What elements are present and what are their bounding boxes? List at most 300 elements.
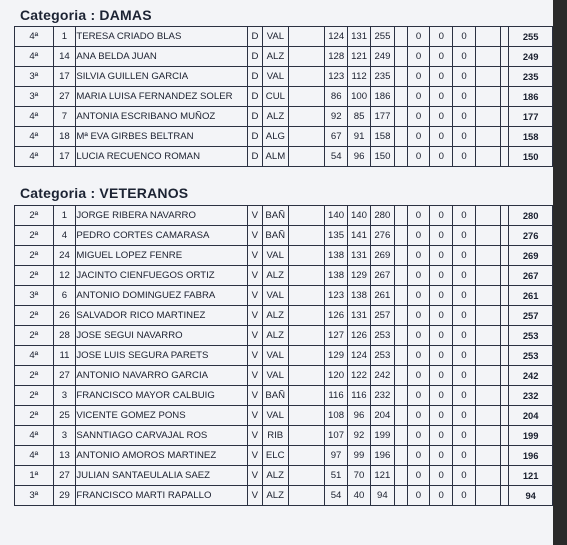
cell-z2: 0	[430, 286, 453, 306]
cell-s2: 99	[348, 446, 371, 466]
spacer-cell	[475, 206, 501, 226]
cell-club: ALM	[262, 147, 288, 167]
cell-pos: 2ª	[15, 226, 54, 246]
spacer-cell	[475, 107, 501, 127]
cell-total: 255	[509, 27, 553, 47]
cell-total: 276	[509, 226, 553, 246]
cell-total: 269	[509, 246, 553, 266]
cell-s1: 51	[325, 466, 348, 486]
cell-club: VAL	[262, 246, 288, 266]
cell-total: 261	[509, 286, 553, 306]
cell-z3: 0	[453, 426, 476, 446]
cell-z3: 0	[453, 286, 476, 306]
cell-sub: 253	[370, 346, 394, 366]
cell-s1: 120	[325, 366, 348, 386]
spacer-cell	[394, 107, 407, 127]
spacer-cell	[501, 306, 509, 326]
spacer-cell	[288, 486, 324, 506]
spacer-cell	[501, 47, 509, 67]
table-row	[15, 107, 553, 127]
cell-num: 1	[53, 206, 76, 226]
cell-z1: 0	[407, 406, 430, 426]
cell-num: 24	[53, 246, 76, 266]
cell-s1: 107	[325, 426, 348, 446]
table-row	[15, 426, 553, 446]
cell-z1: 0	[407, 426, 430, 446]
table-row	[15, 67, 553, 87]
cell-total: 242	[509, 366, 553, 386]
cell-s1: 128	[325, 47, 348, 67]
cell-z2: 0	[430, 127, 453, 147]
cell-z3: 0	[453, 386, 476, 406]
cell-total: 121	[509, 466, 553, 486]
table-row	[15, 466, 553, 486]
cell-s2: 131	[348, 306, 371, 326]
cell-num: 11	[53, 346, 76, 366]
table-row	[15, 486, 553, 506]
cell-s2: 116	[348, 386, 371, 406]
cell-sub: 261	[370, 286, 394, 306]
cell-s2: 40	[348, 486, 371, 506]
table-row	[15, 246, 553, 266]
cell-total: 235	[509, 67, 553, 87]
cell-z1: 0	[407, 386, 430, 406]
cell-z3: 0	[453, 486, 476, 506]
cell-s1: 116	[325, 386, 348, 406]
spacer-cell	[288, 426, 324, 446]
cell-z3: 0	[453, 206, 476, 226]
cell-num: 1	[53, 27, 76, 47]
cell-name: JORGE RIBERA NAVARRO	[76, 206, 248, 226]
cell-z1: 0	[407, 446, 430, 466]
cell-sex: D	[248, 47, 263, 67]
cell-z2: 0	[430, 386, 453, 406]
cell-club: ELC	[262, 446, 288, 466]
cell-z2: 0	[430, 366, 453, 386]
cell-club: BAÑ	[262, 386, 288, 406]
cell-s2: 91	[348, 127, 371, 147]
page-edge	[553, 0, 567, 545]
cell-club: VAL	[262, 406, 288, 426]
cell-z1: 0	[407, 226, 430, 246]
cell-num: 27	[53, 87, 76, 107]
spacer-cell	[394, 87, 407, 107]
cell-s2: 96	[348, 147, 371, 167]
spacer-cell	[475, 326, 501, 346]
cell-num: 6	[53, 286, 76, 306]
cell-z2: 0	[430, 486, 453, 506]
cell-sex: D	[248, 27, 263, 47]
cell-total: 94	[509, 486, 553, 506]
spacer-cell	[288, 306, 324, 326]
cell-num: 12	[53, 266, 76, 286]
spacer-cell	[394, 366, 407, 386]
cell-s1: 123	[325, 286, 348, 306]
spacer-cell	[501, 246, 509, 266]
cell-sub: 158	[371, 127, 395, 147]
cell-s2: 140	[348, 206, 371, 226]
cell-s1: 108	[325, 406, 348, 426]
cell-name: MARIA LUISA FERNANDEZ SOLER	[76, 87, 248, 107]
cell-s1: 126	[325, 306, 348, 326]
cell-name: LUCIA RECUENCO ROMAN	[76, 147, 248, 167]
cell-sub: 204	[370, 406, 394, 426]
cell-club: VAL	[262, 67, 288, 87]
cell-sex: D	[248, 127, 263, 147]
cell-s1: 67	[325, 127, 348, 147]
cell-name: JACINTO CIENFUEGOS ORTIZ	[76, 266, 248, 286]
spacer-cell	[501, 326, 509, 346]
cell-pos: 2ª	[15, 326, 54, 346]
cell-s1: 124	[325, 27, 348, 47]
cell-z1: 0	[407, 326, 430, 346]
cell-z2: 0	[430, 107, 453, 127]
cell-sub: 249	[371, 47, 395, 67]
cell-pos: 4ª	[15, 147, 54, 167]
spacer-cell	[501, 87, 509, 107]
spacer-cell	[501, 67, 509, 87]
cell-z2: 0	[430, 87, 453, 107]
cell-total: 249	[509, 47, 553, 67]
cell-z2: 0	[430, 226, 453, 246]
cell-pos: 4ª	[15, 446, 54, 466]
cell-s1: 127	[325, 326, 348, 346]
spacer-cell	[475, 426, 501, 446]
spacer-cell	[475, 47, 501, 67]
cell-s1: 140	[325, 206, 348, 226]
spacer-cell	[475, 366, 501, 386]
cell-z2: 0	[430, 426, 453, 446]
spacer-cell	[288, 286, 324, 306]
spacer-cell	[288, 226, 324, 246]
spacer-cell	[394, 386, 407, 406]
cell-sex: V	[247, 386, 262, 406]
cell-s2: 70	[348, 466, 371, 486]
cell-sub: 121	[370, 466, 394, 486]
cell-s2: 100	[348, 87, 371, 107]
spacer-cell	[501, 386, 509, 406]
spacer-cell	[475, 406, 501, 426]
cell-s1: 123	[325, 67, 348, 87]
cell-sex: V	[247, 226, 262, 246]
spacer-cell	[501, 226, 509, 246]
spacer-cell	[288, 246, 324, 266]
cell-total: 280	[509, 206, 553, 226]
spacer-cell	[288, 47, 324, 67]
cell-num: 4	[53, 226, 76, 246]
cell-total: 186	[509, 87, 553, 107]
spacer-cell	[288, 147, 324, 167]
cell-sub: 242	[370, 366, 394, 386]
cell-z2: 0	[430, 326, 453, 346]
cell-z3: 0	[453, 366, 476, 386]
cell-club: BAÑ	[262, 206, 288, 226]
cell-sub: 267	[370, 266, 394, 286]
cell-sex: V	[247, 266, 262, 286]
cell-sub: 253	[370, 326, 394, 346]
cell-sub: 235	[371, 67, 395, 87]
cell-z3: 0	[453, 246, 476, 266]
cell-num: 13	[53, 446, 76, 466]
cell-s1: 138	[325, 266, 348, 286]
cell-club: ALZ	[262, 47, 288, 67]
cell-name: FRANCISCO MARTI RAPALLO	[76, 486, 248, 506]
cell-s2: 121	[348, 47, 371, 67]
spacer-cell	[475, 486, 501, 506]
cell-pos: 4ª	[15, 127, 54, 147]
cell-pos: 4ª	[15, 426, 54, 446]
cell-num: 17	[53, 67, 76, 87]
spacer-cell	[288, 107, 324, 127]
table-row	[15, 446, 553, 466]
table-row	[15, 87, 553, 107]
cell-z1: 0	[407, 27, 430, 47]
cell-pos: 4ª	[15, 346, 54, 366]
table-row	[15, 286, 553, 306]
cell-z2: 0	[430, 206, 453, 226]
spacer-cell	[501, 266, 509, 286]
cell-total: 253	[509, 326, 553, 346]
cell-s1: 97	[325, 446, 348, 466]
spacer-cell	[288, 366, 324, 386]
cell-name: SANNTIAGO CARVAJAL ROS	[76, 426, 248, 446]
cell-sex: V	[247, 346, 262, 366]
cell-s1: 135	[325, 226, 348, 246]
cell-z2: 0	[430, 67, 453, 87]
cell-z3: 0	[453, 87, 476, 107]
table-row	[15, 326, 553, 346]
cell-s2: 131	[348, 27, 371, 47]
cell-z1: 0	[407, 87, 430, 107]
cell-club: BAÑ	[262, 226, 288, 246]
cell-club: VAL	[262, 346, 288, 366]
cell-name: ANTONIO AMOROS MARTINEZ	[76, 446, 248, 466]
cell-z3: 0	[453, 47, 476, 67]
cell-sex: V	[247, 466, 262, 486]
cell-z3: 0	[453, 27, 476, 47]
table-row	[15, 366, 553, 386]
spacer-cell	[394, 206, 407, 226]
cell-num: 14	[53, 47, 76, 67]
spacer-cell	[394, 246, 407, 266]
cell-num: 28	[53, 326, 76, 346]
cell-total: 257	[509, 306, 553, 326]
cell-s2: 96	[348, 406, 371, 426]
cell-num: 18	[53, 127, 76, 147]
cell-pos: 4ª	[15, 107, 54, 127]
table-row	[15, 386, 553, 406]
cell-num: 7	[53, 107, 76, 127]
cell-pos: 2ª	[15, 386, 54, 406]
cell-sub: 177	[371, 107, 395, 127]
cell-s1: 54	[325, 486, 348, 506]
cell-pos: 2ª	[15, 246, 54, 266]
cell-sub: 196	[370, 446, 394, 466]
cell-s2: 124	[348, 346, 371, 366]
cell-sub: 199	[370, 426, 394, 446]
cell-sex: V	[247, 206, 262, 226]
cell-z1: 0	[407, 127, 430, 147]
cell-pos: 4ª	[15, 47, 54, 67]
cell-s2: 92	[348, 426, 371, 446]
cell-s2: 126	[348, 326, 371, 346]
cell-z1: 0	[407, 147, 430, 167]
cell-z1: 0	[407, 286, 430, 306]
cell-total: 196	[509, 446, 553, 466]
cell-sex: V	[247, 366, 262, 386]
spacer-cell	[288, 27, 324, 47]
cell-num: 27	[53, 366, 76, 386]
cell-sub: 186	[371, 87, 395, 107]
spacer-cell	[288, 266, 324, 286]
cell-pos: 2ª	[15, 406, 54, 426]
cell-z1: 0	[407, 206, 430, 226]
cell-club: VAL	[262, 366, 288, 386]
cell-z3: 0	[453, 406, 476, 426]
spacer-cell	[475, 87, 501, 107]
cell-total: 177	[509, 107, 553, 127]
cell-s1: 86	[325, 87, 348, 107]
cell-num: 17	[53, 147, 76, 167]
spacer-cell	[394, 147, 407, 167]
table-row	[15, 226, 553, 246]
spacer-cell	[501, 486, 509, 506]
spacer-cell	[475, 147, 501, 167]
spacer-cell	[501, 466, 509, 486]
cell-name: TERESA CRIADO BLAS	[76, 27, 248, 47]
spacer-cell	[394, 266, 407, 286]
cell-total: 158	[509, 127, 553, 147]
cell-z2: 0	[430, 446, 453, 466]
table-row	[15, 266, 553, 286]
table-row	[15, 306, 553, 326]
cell-s2: 138	[348, 286, 371, 306]
cell-total: 199	[509, 426, 553, 446]
cell-z3: 0	[453, 446, 476, 466]
spacer-cell	[394, 226, 407, 246]
table-row	[15, 127, 553, 147]
cell-sub: 255	[371, 27, 395, 47]
cell-s1: 92	[325, 107, 348, 127]
cell-club: ALZ	[262, 266, 288, 286]
cell-z1: 0	[407, 266, 430, 286]
cell-sub: 94	[370, 486, 394, 506]
cell-s2: 141	[348, 226, 371, 246]
cell-z3: 0	[453, 226, 476, 246]
cell-num: 29	[53, 486, 76, 506]
cell-total: 232	[509, 386, 553, 406]
spacer-cell	[501, 206, 509, 226]
cell-name: Mª EVA GIRBES BELTRAN	[76, 127, 248, 147]
cell-club: CUL	[262, 87, 288, 107]
spacer-cell	[394, 406, 407, 426]
cell-total: 253	[509, 346, 553, 366]
cell-z3: 0	[453, 326, 476, 346]
cell-z3: 0	[453, 127, 476, 147]
cell-name: MIGUEL LOPEZ FENRE	[76, 246, 248, 266]
cell-club: VAL	[262, 286, 288, 306]
spacer-cell	[288, 346, 324, 366]
cell-sex: V	[247, 326, 262, 346]
damas-results-table	[14, 26, 553, 167]
cell-pos: 3ª	[15, 67, 54, 87]
cell-z1: 0	[407, 466, 430, 486]
cell-total: 204	[509, 406, 553, 426]
spacer-cell	[475, 306, 501, 326]
cell-sex: V	[247, 486, 262, 506]
cell-z2: 0	[430, 246, 453, 266]
spacer-cell	[475, 127, 501, 147]
veteranos-results-table	[14, 205, 553, 506]
cell-club: RIB	[262, 426, 288, 446]
cell-z3: 0	[453, 107, 476, 127]
cell-pos: 2ª	[15, 206, 54, 226]
spacer-cell	[288, 326, 324, 346]
spacer-cell	[288, 386, 324, 406]
cell-z2: 0	[430, 306, 453, 326]
spacer-cell	[475, 346, 501, 366]
table-row	[15, 406, 553, 426]
cell-z2: 0	[430, 47, 453, 67]
cell-name: JOSE SEGUI NAVARRO	[76, 326, 248, 346]
cell-z1: 0	[407, 346, 430, 366]
cell-name: VICENTE GOMEZ PONS	[76, 406, 248, 426]
cell-name: JOSE LUIS SEGURA PARETS	[76, 346, 248, 366]
cell-name: FRANCISCO MAYOR CALBUIG	[76, 386, 248, 406]
table-row	[15, 147, 553, 167]
cell-club: ALG	[262, 127, 288, 147]
spacer-cell	[475, 67, 501, 87]
cell-club: VAL	[262, 27, 288, 47]
cell-s2: 112	[348, 67, 371, 87]
cell-z3: 0	[453, 147, 476, 167]
spacer-cell	[394, 306, 407, 326]
cell-num: 3	[53, 426, 76, 446]
cell-s2: 131	[348, 246, 371, 266]
cell-club: ALZ	[262, 466, 288, 486]
cell-z1: 0	[407, 246, 430, 266]
spacer-cell	[501, 366, 509, 386]
cell-sex: V	[247, 286, 262, 306]
cell-z2: 0	[430, 266, 453, 286]
spacer-cell	[394, 426, 407, 446]
spacer-cell	[501, 286, 509, 306]
cell-s1: 54	[325, 147, 348, 167]
cell-num: 27	[53, 466, 76, 486]
cell-club: ALZ	[262, 306, 288, 326]
table-row	[15, 47, 553, 67]
cell-s2: 129	[348, 266, 371, 286]
cell-total: 150	[509, 147, 553, 167]
spacer-cell	[475, 286, 501, 306]
cell-sex: D	[248, 87, 263, 107]
cell-z2: 0	[430, 406, 453, 426]
cell-z1: 0	[407, 486, 430, 506]
cell-num: 26	[53, 306, 76, 326]
cell-name: ANTONIO NAVARRO GARCIA	[76, 366, 248, 386]
cell-z3: 0	[453, 67, 476, 87]
spacer-cell	[501, 346, 509, 366]
spacer-cell	[475, 466, 501, 486]
table-row	[15, 346, 553, 366]
cell-sex: D	[248, 107, 263, 127]
cell-name: PEDRO CORTES CAMARASA	[76, 226, 248, 246]
spacer-cell	[288, 67, 324, 87]
cell-z3: 0	[453, 346, 476, 366]
cell-sub: 150	[371, 147, 395, 167]
spacer-cell	[394, 346, 407, 366]
spacer-cell	[475, 266, 501, 286]
